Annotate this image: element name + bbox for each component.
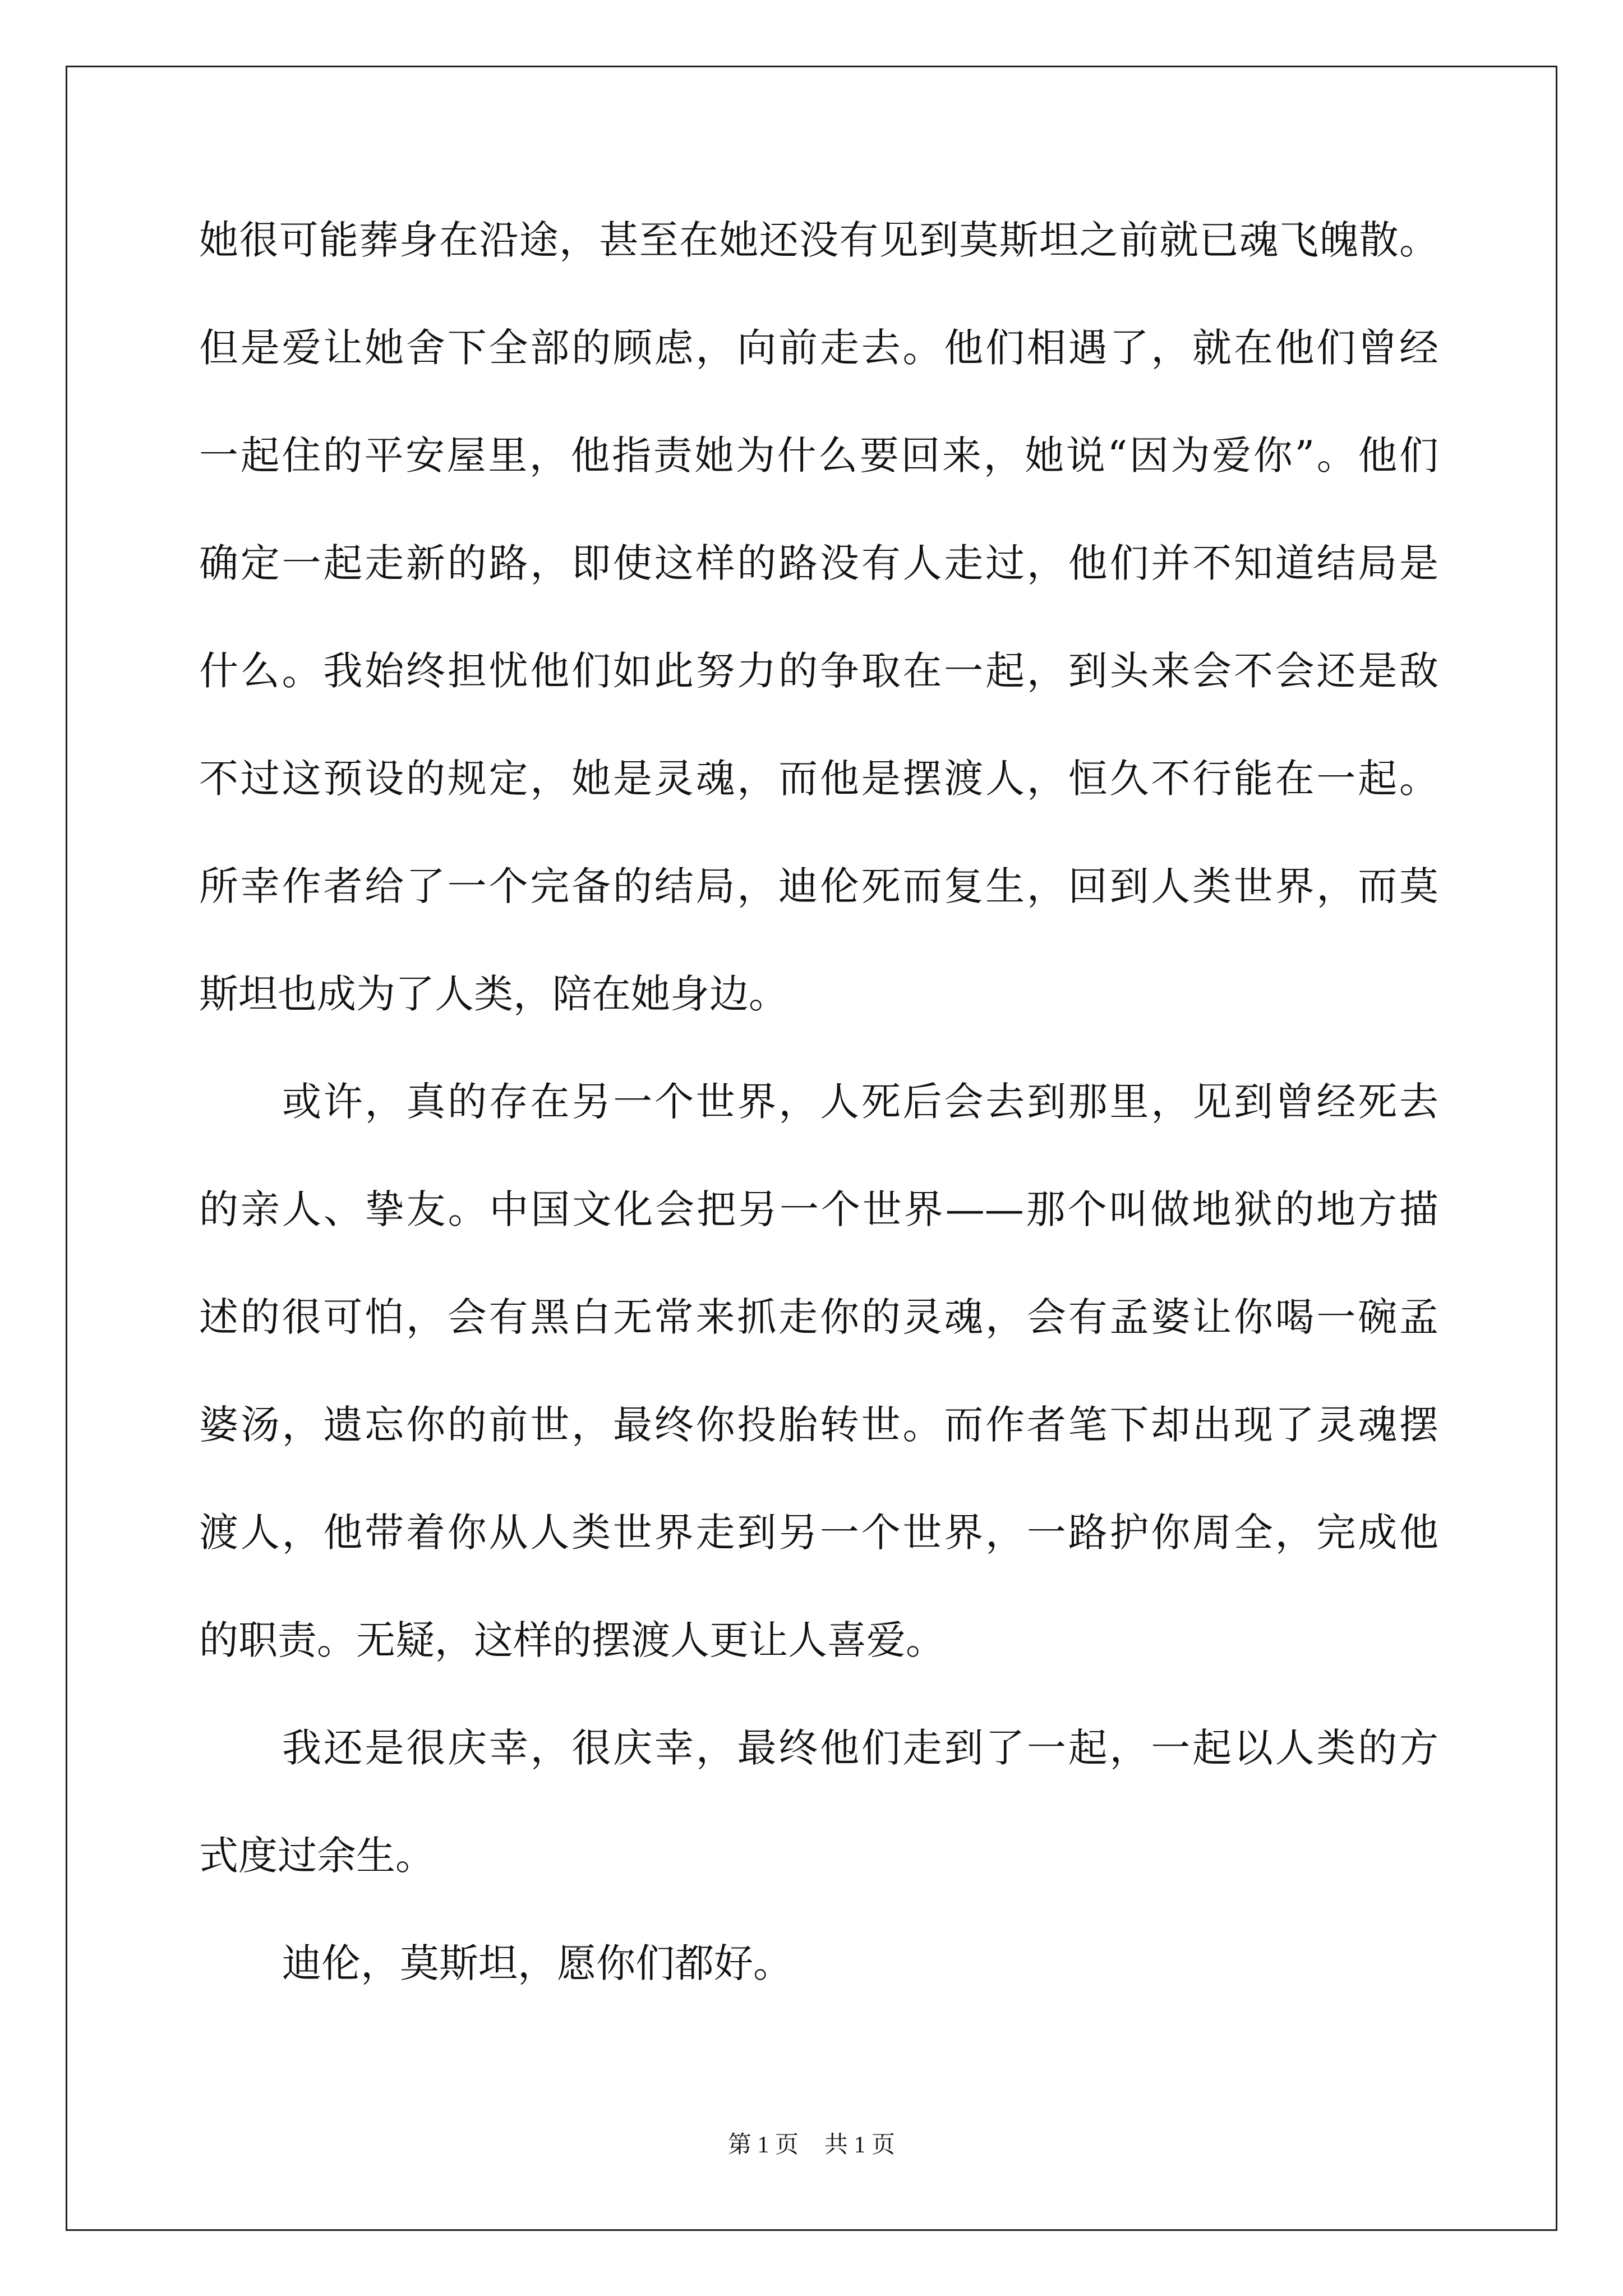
page-number: 第 1 页 xyxy=(727,2132,799,2158)
text-line: 什么。我始终担忧他们如此努力的争取在一起，到头来会不会还是敌 xyxy=(199,648,1438,694)
text-line: 不过这预设的规定，她是灵魂，而他是摆渡人，恒久不行能在一起。 xyxy=(199,756,1438,802)
text-line: 斯坦也成为了人类，陪在她身边。 xyxy=(199,971,788,1017)
paragraph-first-line: 我还是很庆幸，很庆幸，最终他们走到了一起，一起以人类的方 xyxy=(282,1725,1438,1771)
text-line: 述的很可怕，会有黑白无常来抓走你的灵魂，会有孟婆让你喝一碗孟 xyxy=(199,1294,1438,1340)
text-line: 的亲人、挚友。中国文化会把另一个世界——那个叫做地狱的地方描 xyxy=(199,1186,1438,1232)
text-line: 她很可能葬身在沿途，甚至在她还没有见到莫斯坦之前就已魂飞魄散。 xyxy=(199,217,1438,263)
text-line: 式度过余生。 xyxy=(199,1833,435,1879)
page-frame xyxy=(66,66,1557,2231)
paragraph-first-line: 迪伦，莫斯坦，愿你们都好。 xyxy=(282,1940,792,1986)
text-line: 一起住的平安屋里，他指责她为什么要回来，她说“因为爱你”。他们 xyxy=(199,432,1438,478)
text-line: 渡人，他带着你从人类世界走到另一个世界，一路护你周全，完成他 xyxy=(199,1510,1438,1556)
text-line: 但是爱让她舍下全部的顾虑，向前走去。他们相遇了，就在他们曾经 xyxy=(199,325,1438,371)
text-line: 婆汤，遗忘你的前世，最终你投胎转世。而作者笔下却出现了灵魂摆 xyxy=(199,1402,1438,1448)
text-line: 确定一起走新的路，即使这样的路没有人走过，他们并不知道结局是 xyxy=(199,540,1438,586)
page-footer xyxy=(0,2126,1623,2160)
text-line: 的职责。无疑，这样的摆渡人更让人喜爱。 xyxy=(199,1617,945,1663)
paragraph-first-line: 或许，真的存在另一个世界，人死后会去到那里，见到曾经死去 xyxy=(282,1079,1438,1125)
text-line: 所幸作者给了一个完备的结局，迪伦死而复生，回到人类世界，而莫 xyxy=(199,863,1438,909)
page-total: 共 1 页 xyxy=(824,2132,896,2158)
